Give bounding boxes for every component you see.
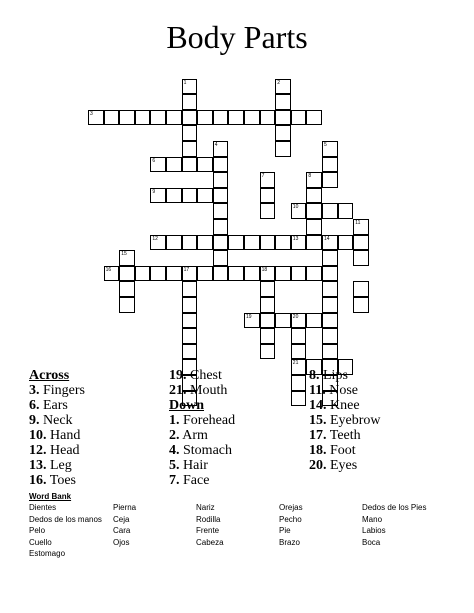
clue-item: 14. Knee — [309, 398, 360, 413]
grid-cell[interactable] — [260, 297, 276, 313]
grid-cell[interactable] — [119, 281, 135, 297]
grid-cell[interactable] — [260, 266, 276, 282]
grid-cell[interactable] — [353, 235, 369, 251]
grid-cell[interactable] — [275, 110, 291, 126]
clue-item: 19. Chest — [169, 368, 222, 383]
word-bank-word: Mano — [362, 514, 383, 524]
grid-cell[interactable] — [260, 172, 276, 188]
word-bank-word: Boca — [362, 537, 381, 547]
grid-cell[interactable] — [213, 235, 229, 251]
grid-cell[interactable] — [260, 328, 276, 344]
cell-number: 11 — [355, 220, 361, 226]
grid-cell[interactable] — [322, 172, 338, 188]
clues-column-2 — [169, 368, 235, 488]
clue-item: 21. Mouth — [169, 383, 228, 398]
grid-cell[interactable] — [166, 266, 182, 282]
grid-cell[interactable] — [182, 313, 198, 329]
grid-cell[interactable] — [260, 110, 276, 126]
grid-cell[interactable] — [322, 141, 338, 157]
clue-item: 2. Arm — [169, 428, 208, 443]
grid-cell[interactable] — [150, 235, 166, 251]
grid-cell[interactable] — [306, 235, 322, 251]
clue-item: 18. Foot — [309, 443, 356, 458]
grid-cell[interactable] — [322, 281, 338, 297]
grid-cell[interactable] — [228, 266, 244, 282]
grid-cell[interactable] — [275, 125, 291, 141]
word-bank-word: Ceja — [113, 514, 130, 524]
cell-number: 12 — [152, 235, 158, 242]
grid-cell[interactable] — [150, 157, 166, 173]
word-bank-word: Labios — [362, 526, 386, 535]
grid-cell[interactable] — [322, 235, 338, 251]
grid-cell[interactable] — [260, 188, 276, 204]
grid-cell[interactable] — [213, 203, 229, 219]
grid-cell[interactable] — [213, 157, 229, 173]
grid-cell[interactable] — [104, 266, 120, 282]
grid-cell[interactable] — [244, 266, 260, 282]
grid-cell[interactable] — [182, 344, 198, 360]
grid-cell[interactable] — [166, 157, 182, 173]
clue-item: 11. Nose — [309, 383, 359, 398]
grid-cell[interactable] — [213, 141, 229, 157]
word-bank-word: Pierna — [113, 503, 137, 512]
grid-cell[interactable] — [306, 219, 322, 235]
grid-cell[interactable] — [150, 110, 166, 126]
clue-item: 7. Face — [169, 473, 210, 488]
clue-section-header: Down — [169, 398, 205, 413]
grid-cell[interactable] — [182, 188, 198, 204]
grid-cell[interactable] — [228, 110, 244, 126]
grid-cell[interactable] — [182, 79, 198, 95]
cell-number: 9 — [152, 188, 156, 195]
grid-cell[interactable] — [119, 266, 135, 282]
grid-cell[interactable] — [322, 297, 338, 313]
grid-cell[interactable] — [119, 297, 135, 313]
puzzle-title: Body Parts — [166, 19, 308, 55]
word-bank-word: Cabeza — [196, 537, 224, 547]
grid-cell[interactable] — [291, 110, 307, 126]
grid-cell[interactable] — [353, 297, 369, 313]
grid-cell[interactable] — [182, 157, 198, 173]
grid-cell[interactable] — [119, 110, 135, 126]
word-bank-word: Cuello — [29, 537, 52, 547]
clues-column-3 — [309, 368, 381, 473]
grid-cell[interactable] — [322, 344, 338, 360]
grid-cell[interactable] — [275, 235, 291, 251]
cell-number: 2 — [277, 79, 280, 86]
grid-cell[interactable] — [244, 110, 260, 126]
cell-number: 10 — [292, 204, 299, 211]
grid-cell[interactable] — [291, 375, 307, 391]
grid-cell[interactable] — [291, 359, 307, 375]
cell-number: 4 — [214, 142, 218, 148]
cell-number: 5 — [324, 142, 327, 148]
grid-cell[interactable] — [322, 157, 338, 173]
grid-cell[interactable] — [150, 188, 166, 204]
word-bank-word: Ojos — [113, 537, 130, 547]
grid-cell[interactable] — [213, 250, 229, 266]
cell-number: 16 — [105, 266, 112, 273]
grid-cell[interactable] — [104, 110, 120, 126]
grid-cell[interactable] — [306, 188, 322, 204]
grid-cell[interactable] — [322, 313, 338, 329]
grid-cell[interactable] — [338, 235, 354, 251]
grid-cell[interactable] — [182, 94, 198, 110]
grid-cell[interactable] — [197, 157, 213, 173]
clue-item: 4. Stomach — [169, 443, 232, 458]
grid-cell[interactable] — [322, 328, 338, 344]
grid-cell[interactable] — [135, 266, 151, 282]
grid-cell[interactable] — [353, 250, 369, 266]
cell-number: 17 — [183, 266, 190, 273]
cell-number: 1 — [183, 79, 187, 86]
clue-item: 20. Eyes — [309, 458, 358, 473]
cell-number: 21 — [292, 360, 299, 367]
grid-cell[interactable] — [197, 188, 213, 204]
grid-cell[interactable] — [244, 313, 260, 329]
grid-cell[interactable] — [135, 110, 151, 126]
grid-cell[interactable] — [291, 203, 307, 219]
grid-cell[interactable] — [291, 328, 307, 344]
grid-cell[interactable] — [213, 266, 229, 282]
grid-cell[interactable] — [338, 203, 354, 219]
cell-number: 3 — [90, 110, 93, 117]
grid-cell[interactable] — [306, 313, 322, 329]
grid-cell[interactable] — [353, 219, 369, 235]
word-bank-word: Frente — [196, 526, 220, 535]
grid-cell[interactable] — [275, 79, 291, 95]
grid-cell[interactable] — [213, 219, 229, 235]
clue-item: 16. Toes — [29, 473, 76, 488]
grid-cell[interactable] — [182, 281, 198, 297]
grid-cell[interactable] — [213, 188, 229, 204]
word-bank-word: Dedos de los manos — [29, 514, 102, 524]
grid-cell[interactable] — [260, 203, 276, 219]
grid-cell[interactable] — [166, 188, 182, 204]
grid-cell[interactable] — [291, 344, 307, 360]
grid-cell[interactable] — [182, 141, 198, 157]
grid-cell[interactable] — [291, 235, 307, 251]
grid-cell[interactable] — [291, 266, 307, 282]
grid-cell[interactable] — [197, 235, 213, 251]
grid-cell[interactable] — [197, 266, 213, 282]
cell-number: 18 — [261, 266, 268, 273]
grid-cell[interactable] — [88, 110, 104, 126]
cell-number: 14 — [324, 235, 330, 242]
word-bank-word: Pie — [279, 526, 291, 535]
grid-cell[interactable] — [322, 266, 338, 282]
clue-item: 13. Leg — [29, 458, 72, 473]
word-bank-word: Nariz — [196, 503, 215, 512]
grid-cell[interactable] — [275, 94, 291, 110]
grid-cell[interactable] — [119, 250, 135, 266]
grid-cell[interactable] — [291, 391, 307, 407]
clue-item: 1. Forehead — [169, 413, 236, 428]
clues-column-1 — [29, 368, 85, 488]
word-bank-word: Pelo — [29, 526, 46, 535]
cell-number: 15 — [121, 251, 127, 258]
grid-cell[interactable] — [260, 313, 276, 329]
clue-item: 15. Eyebrow — [309, 413, 381, 428]
clue-item: 8. Lips — [309, 368, 348, 383]
word-bank-word: Dedos de los Pies — [362, 503, 427, 512]
grid-cell[interactable] — [228, 235, 244, 251]
word-bank-word: Orejas — [279, 503, 303, 512]
word-bank-word: Cara — [113, 526, 131, 535]
cell-number: 7 — [261, 173, 265, 180]
grid-cell[interactable] — [275, 266, 291, 282]
grid-cell[interactable] — [322, 203, 338, 219]
cell-number: 6 — [152, 157, 156, 164]
grid-cell[interactable] — [182, 125, 198, 141]
grid-cell[interactable] — [213, 110, 229, 126]
grid-cell[interactable] — [306, 203, 322, 219]
grid-cell[interactable] — [244, 235, 260, 251]
word-bank-title: Word Bank — [29, 492, 72, 501]
cell-number: 19 — [246, 313, 252, 320]
cell-number: 8 — [308, 173, 312, 180]
grid-cell[interactable] — [182, 297, 198, 313]
grid-cell[interactable] — [306, 172, 322, 188]
word-bank-word: Rodilla — [196, 514, 221, 524]
clue-section-header: Across — [29, 368, 70, 383]
grid-cell[interactable] — [182, 266, 198, 282]
clue-item: 5. Hair — [169, 458, 208, 473]
clue-item: 9. Neck — [29, 413, 73, 428]
grid-cell[interactable] — [166, 110, 182, 126]
grid-cell[interactable] — [260, 235, 276, 251]
grid-cell[interactable] — [166, 235, 182, 251]
grid-cell[interactable] — [306, 110, 322, 126]
clue-item: 10. Hand — [29, 428, 81, 443]
grid-cell[interactable] — [306, 266, 322, 282]
grid-cell[interactable] — [182, 235, 198, 251]
clue-item: 3. Fingers — [29, 383, 85, 398]
grid-cell[interactable] — [353, 281, 369, 297]
grid-cell[interactable] — [182, 110, 198, 126]
grid-cell[interactable] — [260, 281, 276, 297]
grid-cell[interactable] — [182, 328, 198, 344]
grid-cell[interactable] — [260, 344, 276, 360]
word-bank-word: Pecho — [279, 514, 302, 524]
cell-number: 13 — [292, 235, 299, 242]
word-bank-word: Brazo — [279, 537, 300, 547]
grid-cell[interactable] — [322, 250, 338, 266]
clue-item: 6. Ears — [29, 398, 68, 413]
grid-cell[interactable] — [291, 313, 307, 329]
grid-cell[interactable] — [275, 141, 291, 157]
grid-cell[interactable] — [150, 266, 166, 282]
cell-number: 20 — [292, 313, 299, 320]
grid-cell[interactable] — [197, 110, 213, 126]
clue-item: 17. Teeth — [309, 428, 361, 443]
word-bank-word: Estomago — [29, 549, 66, 558]
grid-cell[interactable] — [213, 172, 229, 188]
grid-cell[interactable] — [275, 313, 291, 329]
word-bank-word: Dientes — [29, 503, 57, 512]
clue-item: 12. Head — [29, 443, 80, 458]
